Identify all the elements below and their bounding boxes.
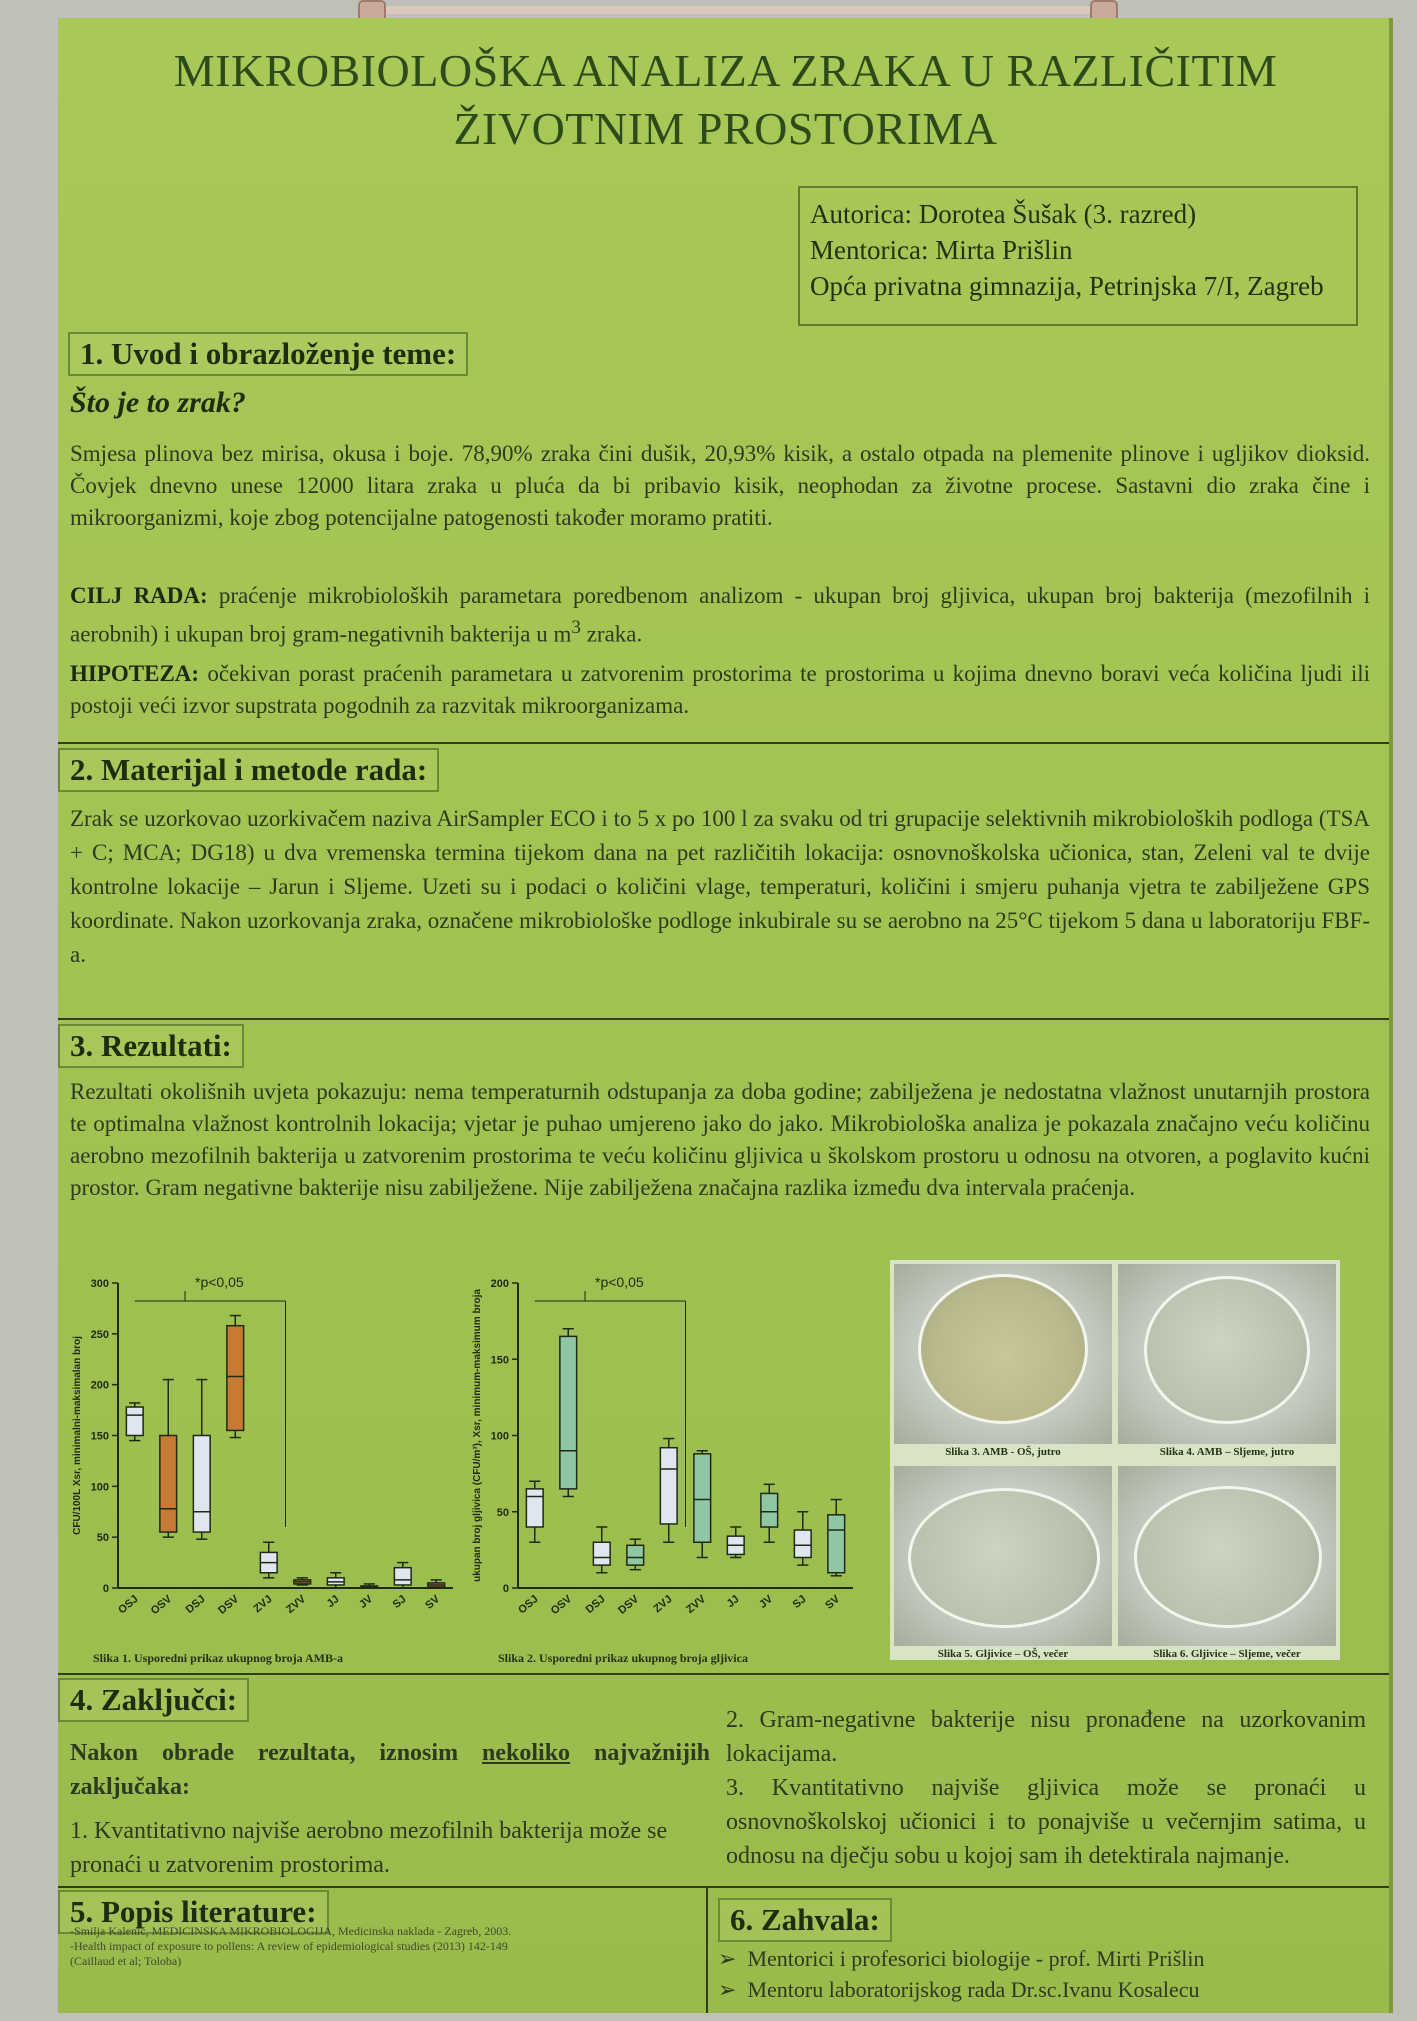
photo-fungi-os-evening — [894, 1466, 1112, 1646]
divider-1 — [58, 742, 1393, 744]
photo4-caption: Slika 4. AMB – Sljeme, jutro — [1159, 1446, 1295, 1458]
divider-4 — [58, 1886, 1393, 1888]
section2-text: Zrak se uzorkovao uzorkivačem naziva AirSampler ECO i to 5 x po 100 l za svaku od tri grupacije selektivnih mikrobioloških podloga (TSA + C; MCA; DG18) u dva vremenska termina tijekom dana na pet različitih lokacija: osnovnoškolska učionica, stan, Zeleni val te dvije kontrolne lokacije – Jarun i Sljeme. Uzeti su i podaci o količini vlage, temperaturi, količini i smjeru puhanja vjetra te zabilježene GPS koordinate. Nakon uzorkovanja zraka, označene mikrobiološke podloge inkubirale su se aerobno na 25°C tijekom 5 dana u laboratoriju FBF-a. — [70, 806, 1370, 967]
x-tick-label: OSJ — [116, 1593, 141, 1617]
chart1-caption: Slika 1. Usporedni prikaz ukupnog broja AMB-a — [93, 1651, 343, 1665]
petri-dish — [918, 1274, 1088, 1424]
x-tick-label: DSV — [216, 1593, 242, 1617]
box-DSV — [627, 1545, 644, 1565]
mentor: Mentorica: Mirta Prišlin — [810, 235, 1073, 265]
divider-2 — [58, 1018, 1393, 1020]
box-SV — [828, 1515, 845, 1573]
y-axis-label: CFU/100L Xsr, minimalni-maksimalan broj — [72, 1336, 83, 1535]
aim-end: zraka. — [580, 621, 643, 647]
conclusions-lead — [70, 1736, 710, 1804]
box-DSV — [227, 1326, 244, 1431]
lead-underlined: nekoliko — [482, 1740, 571, 1766]
section1-subheading: Što je to zrak? — [70, 386, 246, 419]
section6-heading: 6. Zahvala: — [718, 1898, 892, 1942]
section1-hypothesis — [70, 658, 1370, 722]
section3-heading: 3. Rezultati: — [58, 1024, 244, 1068]
x-tick-label: DSV — [616, 1593, 642, 1617]
arrow-icon: ➢ — [718, 1946, 748, 1971]
x-tick-label: JJ — [724, 1593, 742, 1611]
chart-fungi — [458, 1258, 868, 1648]
reference-2: -Health impact of exposure to pollens: A review of epidemiological studies (2013) 142-149 — [70, 1939, 508, 1953]
x-tick-label: OSV — [548, 1593, 575, 1618]
photo-grid — [890, 1260, 1340, 1660]
box-DSJ — [593, 1542, 610, 1565]
title-line-1: MIKROBIOLOŠKA ANALIZA ZRAKA U RAZLIČITIM — [173, 45, 1278, 96]
y-tick-label: 50 — [496, 1506, 509, 1519]
aim-text: praćenje mikrobioloških parametara poredbenom analizom - ukupan broj gljivica, ukupan broj bakterija (mezofilnih i aerobnih) i ukupan broj gram-negativnih bakterija u m — [70, 583, 1371, 647]
reference-1: -Smilja Kalenić, MEDICINSKA MIKROBIOLOGIJA, Medicinska naklada - Zagreb, 2003. — [70, 1924, 512, 1938]
x-tick-label: OSJ — [516, 1593, 541, 1617]
x-tick-label: ZVV — [684, 1593, 709, 1617]
hypothesis-label: HIPOTEZA: — [70, 661, 200, 686]
y-axis-label: ukupan broj gljivica (CFU/m³), Xsr, minimum-maksimum broja — [472, 1289, 483, 1582]
conclusion-2: 2. Gram-negativne bakterije nisu pronađene na uzorkovanim lokacijama. — [726, 1707, 1366, 1767]
box-DSJ — [193, 1436, 210, 1533]
petri-dish — [1134, 1486, 1322, 1628]
acknowledgements — [718, 1943, 1204, 2005]
petri-dish — [908, 1488, 1100, 1628]
y-tick-label: 250 — [90, 1328, 109, 1341]
photo-amb-sljeme-morning — [1118, 1264, 1336, 1444]
chart-amb — [58, 1258, 468, 1648]
poster — [58, 18, 1393, 2013]
school: Opća privatna gimnazija, Petrinjska 7/I, Zagreb — [810, 271, 1324, 301]
x-tick-label: JV — [757, 1593, 776, 1611]
x-tick-label: ZVV — [284, 1593, 309, 1617]
box-ZVV — [694, 1454, 711, 1542]
x-tick-label: ZVJ — [651, 1593, 675, 1616]
aim-label: CILJ RADA: — [70, 583, 208, 608]
y-tick-label: 50 — [96, 1532, 109, 1545]
y-tick-label: 200 — [90, 1379, 109, 1392]
aim-sup: 3 — [571, 617, 581, 638]
y-tick-label: 200 — [490, 1278, 509, 1290]
x-tick-label: ZVJ — [251, 1593, 275, 1616]
reference-3: (Caillaud et al; Toloba) — [70, 1954, 182, 1968]
box-OSJ — [526, 1489, 543, 1527]
references — [70, 1924, 690, 1969]
divider-3 — [58, 1673, 1393, 1675]
title-line-2: ŽIVOTNIM PROSTORIMA — [453, 103, 998, 154]
x-tick-label: OSV — [148, 1593, 175, 1618]
authors-box — [798, 186, 1358, 326]
box-OSV — [160, 1436, 177, 1533]
section1-heading: 1. Uvod i obrazloženje teme: — [68, 332, 468, 376]
conclusion-3: 3. Kvantitativno najviše gljivica može se pronaći u osnovnoškolskoj učionici i to ponajviše u večernjim satima, u odnosu na dječju sobu u kojoj sam ih detektirala najmanje. — [726, 1775, 1366, 1869]
ack-item — [718, 1943, 1204, 1974]
y-tick-label: 300 — [90, 1278, 109, 1290]
box-SJ — [394, 1568, 411, 1585]
conclusion-1: 1. Kvantitativno najviše aerobno mezofilnih bakterija može se pronaći u zatvorenim prostorima. — [70, 1818, 668, 1878]
petri-dish — [1144, 1276, 1310, 1424]
lead-part-a: Nakon obrade rezultata, iznosim — [70, 1740, 483, 1766]
divider-vertical — [706, 1886, 708, 2013]
section3-text: Rezultati okolišnih uvjeta pokazuju: nema temperaturnih odstupanja za doba godine; zabilježena je nedostatna vlažnost unutarnjih prostora te optimalna vlažnost kontrolnih lokacija; vjetar je puhao umjereno jako do jako. Mikrobiološka analiza je pokazala značajno veću količinu aerobno mezofilnih bakterija u zatvorenim prostorima te veću količinu gljivica u školskom prostoru u odnosu na otvoren, a poglavito kućni prostor. Gram negativne bakterije nisu zabilježene. Nije zabilježena značajna razlika između dva intervala praćenja. — [70, 1079, 1370, 1200]
significance-label: *p<0,05 — [595, 1274, 644, 1290]
x-tick-label: SJ — [790, 1593, 809, 1611]
photo-amb-os-morning — [894, 1264, 1112, 1444]
section1-aim — [70, 580, 1370, 651]
y-tick-label: 150 — [90, 1430, 109, 1443]
arrow-icon: ➢ — [718, 1977, 748, 2002]
significance-label: *p<0,05 — [195, 1274, 244, 1290]
section2-heading: 2. Materijal i metode rada: — [58, 748, 439, 792]
box-SJ — [794, 1530, 811, 1557]
y-tick-label: 100 — [490, 1430, 509, 1443]
section5-heading: 5. Popis literature: — [58, 1890, 329, 1934]
x-tick-label: JV — [357, 1593, 376, 1611]
x-tick-label: JJ — [324, 1593, 342, 1611]
section1-intro: Smjesa plinova bez mirisa, okusa i boje. 78,90% zraka čini dušik, 20,93% kisik, a ostalo otpada na plemenite plinove i ugljikov dioksid. Čovjek dnevno unese 12000 litara zraka u pluća da bi pribavio kisik, neophodan za životne procese. Sastavni dio zraka čine i mikroorganizmi, koje zbog potencijalne patogenosti također moramo pratiti. — [70, 441, 1370, 530]
x-tick-label: SJ — [390, 1593, 409, 1611]
author: Autorica: Dorotea Šušak (3. razred) — [810, 199, 1197, 229]
hypothesis-text: očekivan porast praćenih parametara u zatvorenim prostorima te prostorima u kojima dnevno boravi veća količina ljudi ili postoji veći izvor supstrata pogodnih za razvitak mikroorganizama. — [70, 661, 1370, 718]
chart2-caption: Slika 2. Usporedni prikaz ukupnog broja gljivica — [498, 1651, 748, 1665]
photo3-caption: Slika 3. AMB - OŠ, jutro — [945, 1446, 1061, 1458]
y-tick-label: 0 — [102, 1583, 109, 1595]
box-JV — [761, 1493, 778, 1527]
ack-text-2: Mentoru laboratorijskog rada Dr.sc.Ivanu Kosalecu — [747, 1977, 1200, 2002]
lead-part-b: najvažnijih zaključaka: — [70, 1740, 711, 1800]
y-tick-label: 100 — [90, 1481, 109, 1494]
poster-title — [58, 42, 1393, 158]
photo-fungi-sljeme-evening — [1118, 1466, 1336, 1646]
box-OSV — [560, 1336, 577, 1489]
photo5-caption: Slika 5. Gljivice – OŠ, večer — [937, 1648, 1069, 1660]
photo6-caption: Slika 6. Gljivice – Sljeme, večer — [1153, 1648, 1301, 1660]
y-tick-label: 0 — [502, 1583, 509, 1595]
box-ZVJ — [660, 1448, 677, 1524]
poster-hanger-bar — [380, 6, 1100, 14]
y-tick-label: 150 — [490, 1354, 509, 1367]
x-tick-label: DSJ — [183, 1593, 208, 1617]
section4-heading: 4. Zaključci: — [58, 1678, 249, 1722]
ack-text-1: Mentorici i profesorici biologije - prof. Mirti Prišlin — [747, 1946, 1205, 1971]
ack-item — [718, 1974, 1204, 2005]
box-OSJ — [126, 1407, 143, 1435]
x-tick-label: SV — [823, 1593, 843, 1612]
x-tick-label: DSJ — [583, 1593, 608, 1617]
x-tick-label: SV — [423, 1593, 443, 1612]
